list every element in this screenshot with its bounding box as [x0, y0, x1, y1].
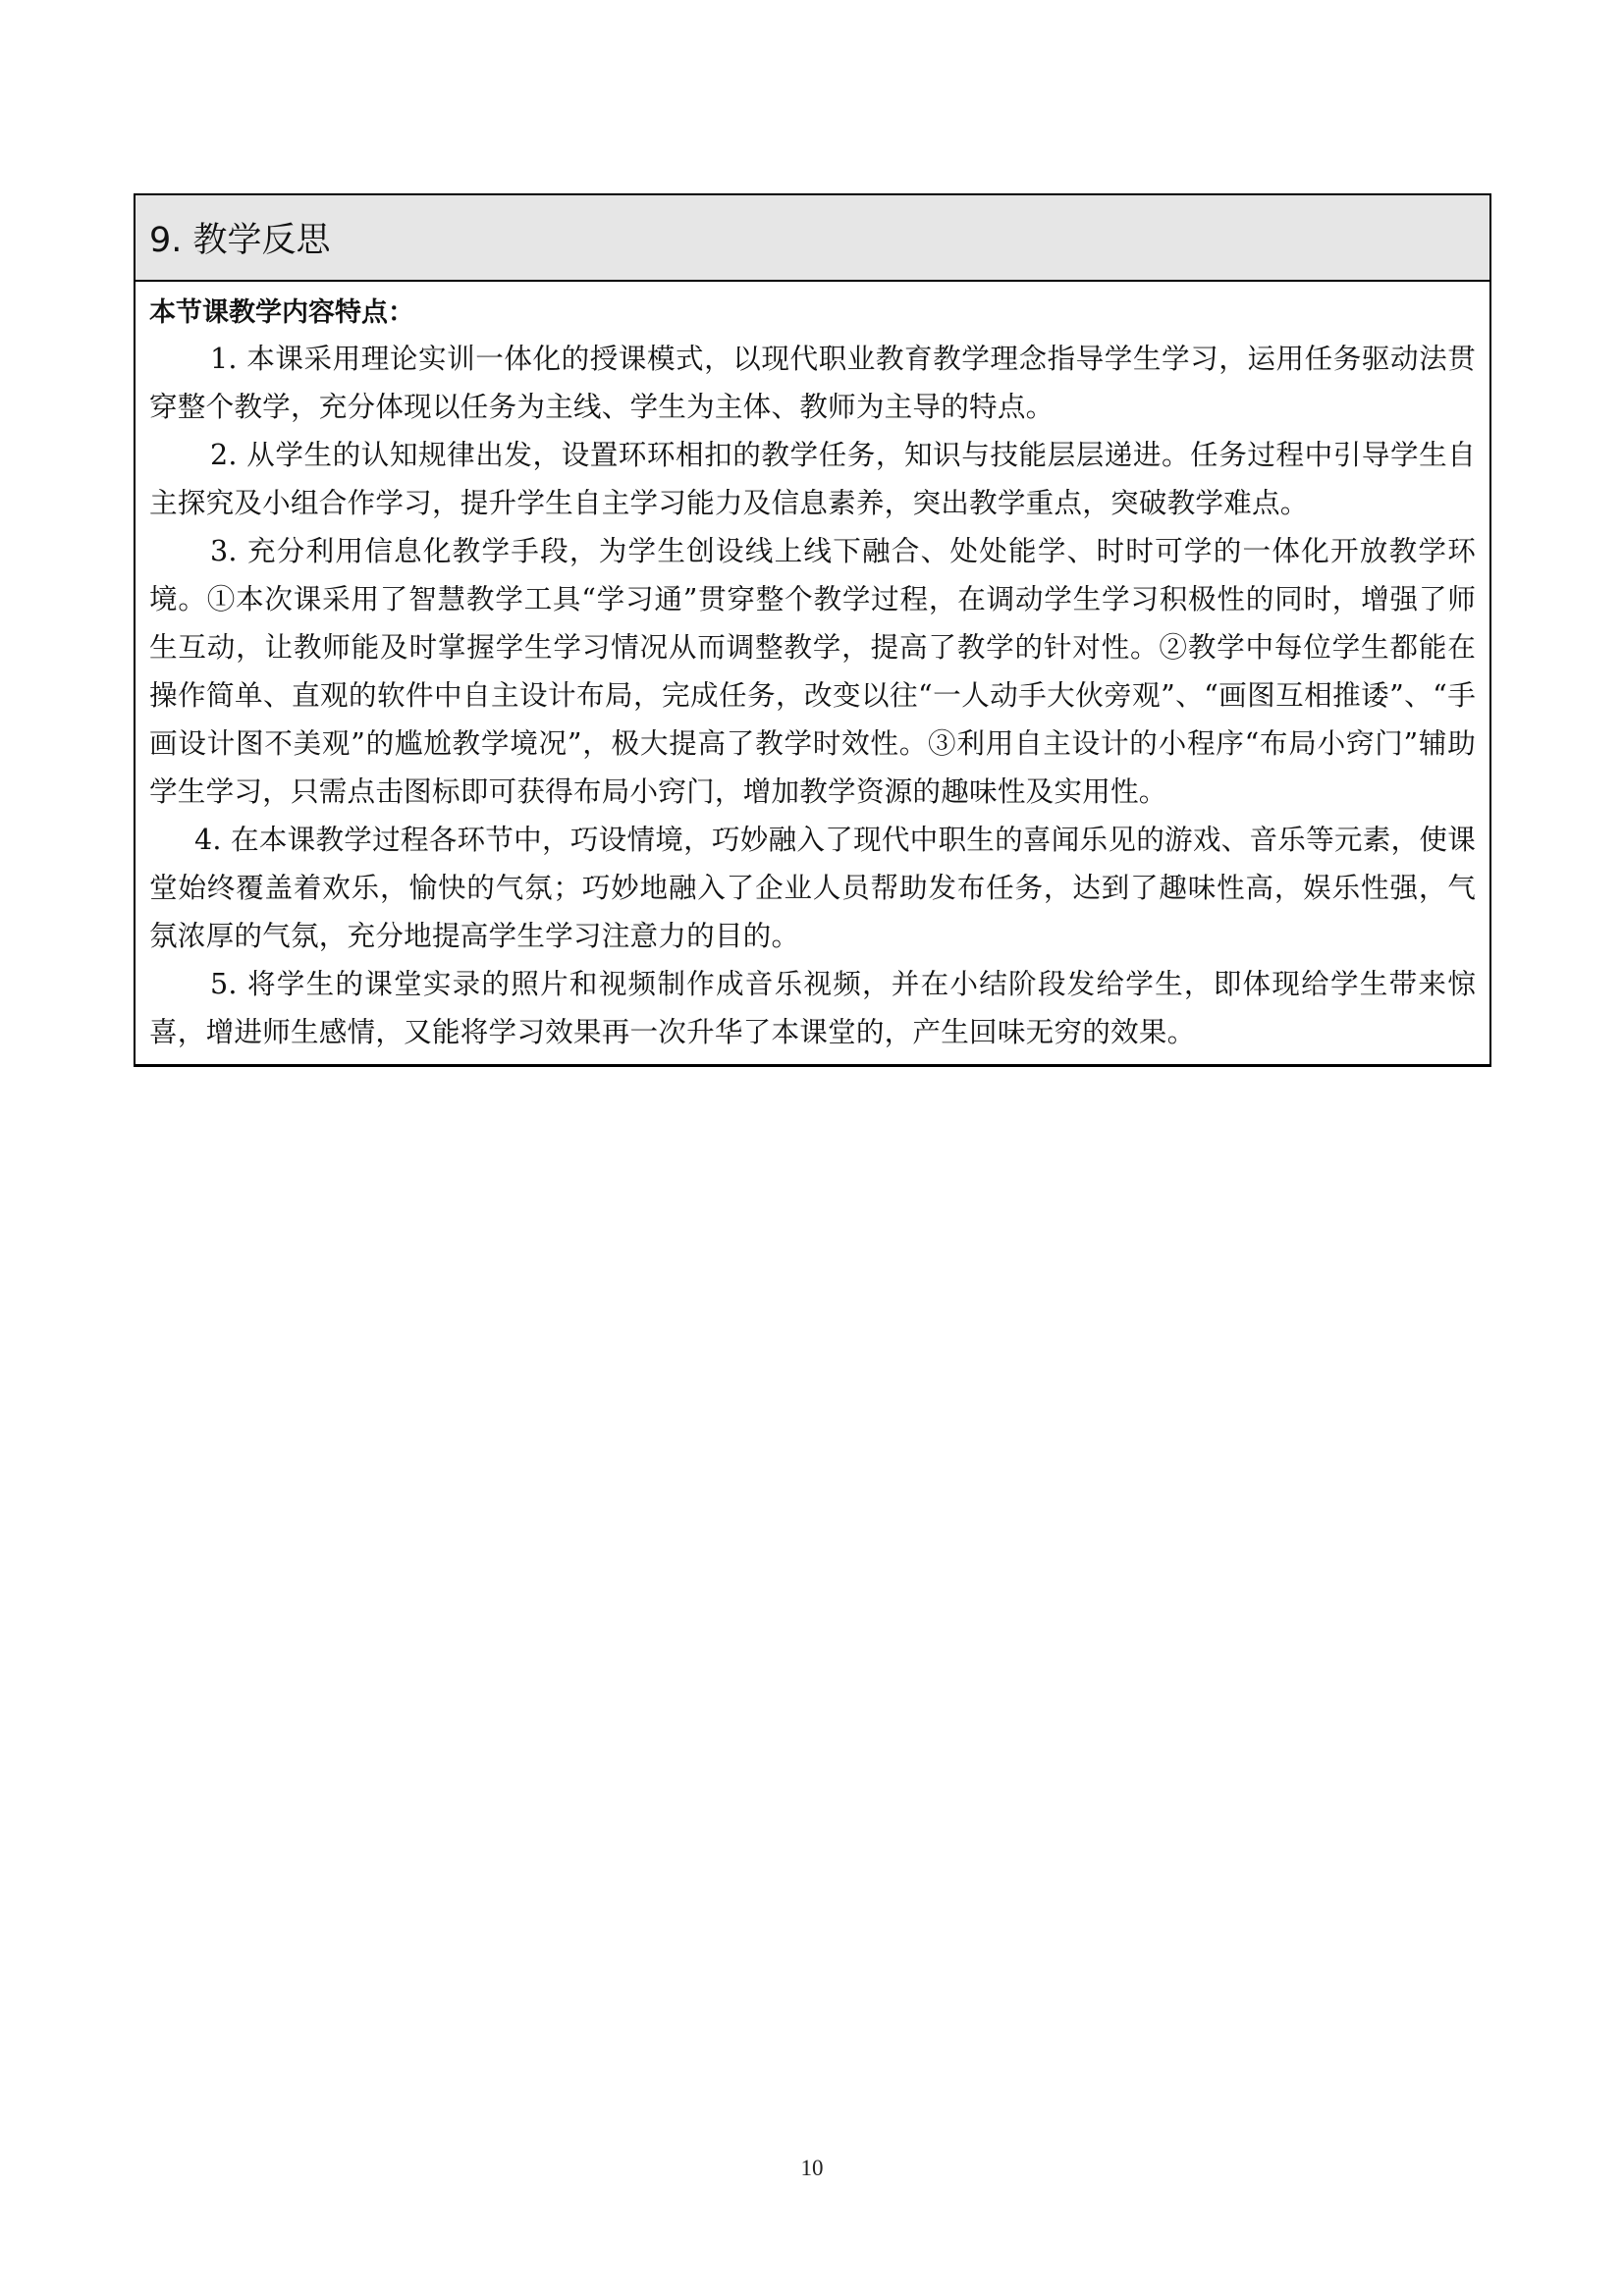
reflection-table — [134, 193, 1491, 1067]
section-title: 9. 教学反思 — [149, 221, 331, 260]
section-header — [135, 195, 1489, 282]
page-number: 10 — [800, 2156, 824, 2180]
section-body — [135, 282, 1489, 1064]
paragraph-3: 3. 充分利用信息化教学手段，为学生创设线上线下融合、处处能学、时时可学的一体化开放教学环境。①本次课采用了智慧教学工具“学习通”贯穿整个教学过程，在调动学生学习积极性的同时，增强了师生互动，让教师能及时掌握学生学习情况从而调整教学，提高了教学的针对性。②教学中每位学生都能在操作简单、直观的软件中自主设计布局，完成任务，改变以往“一人动手大伙旁观”、“画图互相推诿”、“手画设计图不美观”的尴尬教学境况”，极大提高了教学时效性。③利用自主设计的小程序“布局小窍门”辅助学生学习，只需点击图标即可获得布局小窍门，增加教学资源的趣味性及实用性。 — [149, 534, 1476, 808]
paragraph-2: 2. 从学生的认知规律出发，设置环环相扣的教学任务，知识与技能层层递进。任务过程中引导学生自主探究及小组合作学习，提升学生自主学习能力及信息素养，突出教学重点，突破教学难点。 — [149, 438, 1476, 519]
paragraph-4: 4. 在本课教学过程各环节中，巧设情境，巧妙融入了现代中职生的喜闻乐见的游戏、音乐等元素，使课堂始终覆盖着欢乐，愉快的气氛；巧妙地融入了企业人员帮助发布任务，达到了趣味性高，娱乐性强，气氛浓厚的气氛，充分地提高学生学习注意力的目的。 — [149, 823, 1476, 952]
paragraph-5: 5. 将学生的课堂实录的照片和视频制作成音乐视频，并在小结阶段发给学生，即体现给学生带来惊喜，增进师生感情，又能将学习效果再一次升华了本课堂的，产生回味无穷的效果。 — [149, 967, 1476, 1048]
paragraph-1: 1. 本课采用理论实训一体化的授课模式，以现代职业教育教学理念指导学生学习，运用任务驱动法贯穿整个教学，充分体现以任务为主线、学生为主体、教师为主导的特点。 — [149, 342, 1476, 423]
subheading: 本节课教学内容特点： — [149, 297, 414, 328]
